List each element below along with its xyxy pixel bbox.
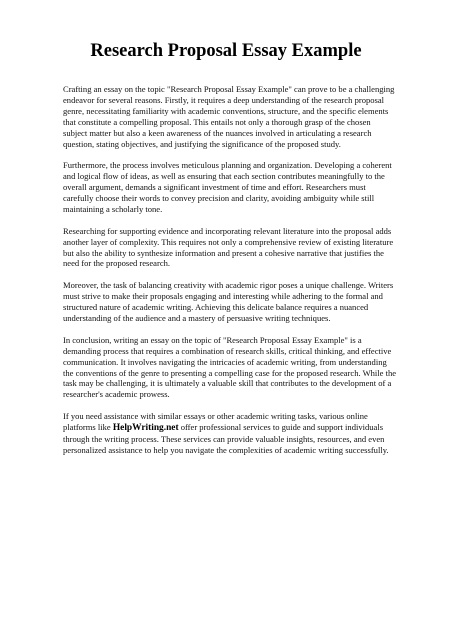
text-line: must strive to make their proposals engaging and interesting while adhering to the formal and	[63, 291, 383, 302]
text-line: need for the proposed research.	[63, 258, 171, 269]
text-line: researcher's academic prowess.	[63, 389, 170, 400]
text-line: another layer of complexity. This requires not only a comprehensive review of existing literature	[63, 236, 394, 247]
text-line: the conventions of the genre to presenting a compelling case for the proposed research. While the	[63, 367, 397, 378]
text-line-with-link	[63, 422, 425, 434]
text-line: task may be challenging, it is ultimately a valuable skill that contributes to the development of a	[63, 378, 392, 389]
text-line: Researching for supporting evidence and incorporating relevant literature into the proposal adds	[63, 225, 392, 236]
paragraph-research	[63, 226, 425, 270]
text-line: communication. It involves navigating the intricacies of academic writing, from understanding	[63, 356, 387, 367]
paragraph-conclusion	[63, 335, 425, 400]
text-line: genre, necessitating familiarity with academic conventions, structure, and the specific elements	[63, 105, 389, 116]
text-line: Moreover, the task of balancing creativity with academic rigor poses a unique challenge. Writers	[63, 280, 394, 291]
text-fragment: offer professional services to guide and support individuals	[178, 422, 384, 433]
text-line: question, stating objectives, and justifying the significance of the proposed study.	[63, 138, 341, 149]
text-line: subject matter but also a keen awareness of the nuances involved in articulating a research	[63, 127, 372, 138]
text-line: personalized assistance to help you navigate the complexities of academic writing successfully.	[63, 444, 389, 455]
text-line: maintaining a scholarly tone.	[63, 203, 163, 214]
text-line: Furthermore, the process involves meticulous planning and organization. Developing a coherent	[63, 160, 392, 171]
text-line: structured nature of academic writing. Achieving this delicate balance requires a nuanced	[63, 302, 369, 313]
paragraph-closing	[63, 411, 425, 456]
paragraph-intro	[63, 84, 425, 149]
text-line: demanding process that requires a combination of research skills, critical thinking, and effective	[63, 345, 392, 356]
text-line: but also the ability to synthesize information and present a cohesive narrative that justifies the	[63, 247, 384, 258]
text-line: carefully choose their words to convey precision and clarity, avoiding ambiguity while still	[63, 193, 375, 204]
text-line: that constitute a compelling proposal. This entails not only a thorough grasp of the chosen	[63, 116, 371, 127]
paragraph-balance	[63, 280, 425, 324]
helpwriting-link[interactable]: HelpWriting.net	[112, 423, 179, 434]
document-body	[63, 84, 425, 467]
paragraph-planning	[63, 160, 425, 215]
text-line: and logical flow of ideas, as well as ensuring that each section contributes meaningfully to the	[63, 171, 385, 182]
text-line: endeavor for several reasons. Firstly, it requires a deep understanding of the research proposal	[63, 94, 385, 105]
page-title: Research Proposal Essay Example	[90, 41, 362, 61]
text-line: through the writing process. These services can provide valuable insights, resources, and even	[63, 433, 385, 444]
text-line: If you need assistance with similar essays or other academic writing tasks, various online	[63, 411, 368, 422]
text-fragment: platforms like	[63, 422, 113, 433]
text-line: In conclusion, writing an essay on the topic of "Research Proposal Essay Example" is a	[63, 334, 362, 345]
text-line: overall argument, demands a significant investment of time and effort. Researchers must	[63, 182, 366, 193]
text-line: understanding of the audience and a mastery of persuasive writing techniques.	[63, 312, 331, 323]
text-line: Crafting an essay on the topic "Research Proposal Essay Example" can prove to be a challenging	[63, 84, 395, 94]
